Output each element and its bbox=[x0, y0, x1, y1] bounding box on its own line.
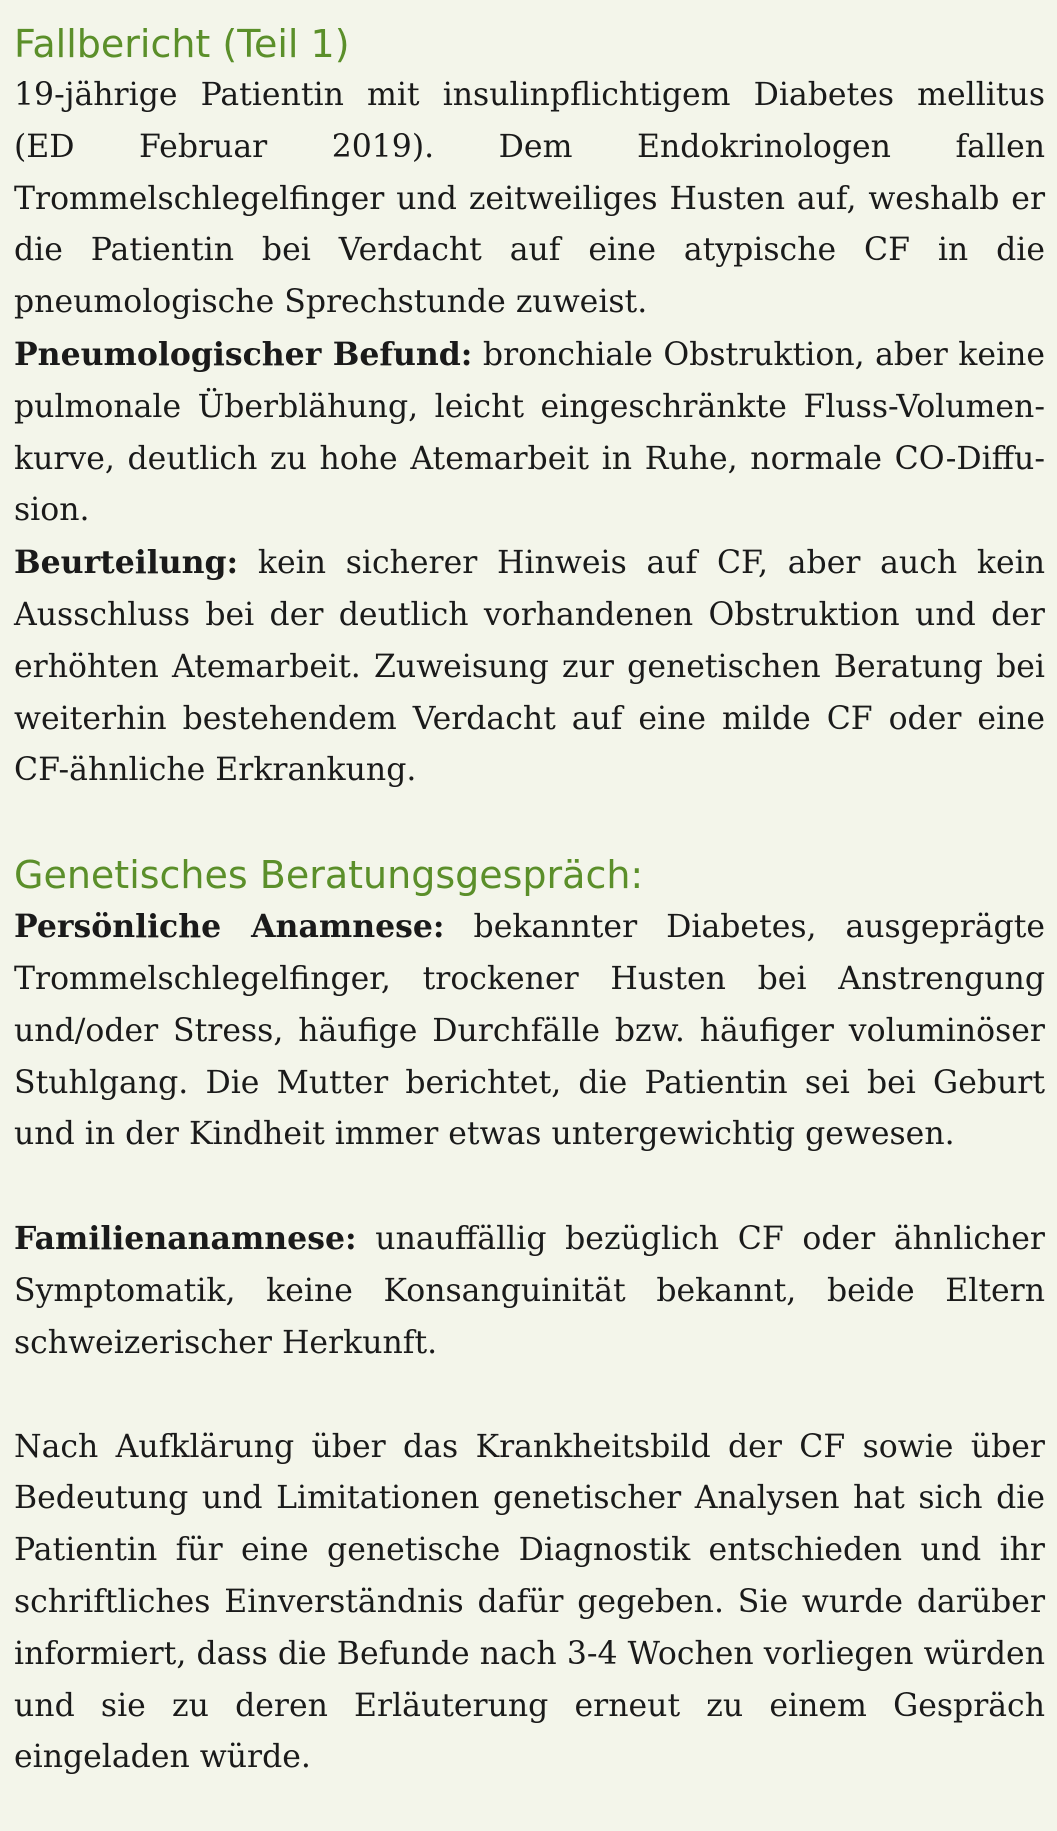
spacer bbox=[14, 1370, 1045, 1422]
intro-paragraph: 19-jährige Patientin mit insulinpflichtigem Diabetes mellitus (ED Februar 2019). Dem Endokrinologen fallen Trommelschlegelfinger und zeitweiliges Husten auf, weshalb er die Patientin bei Verdacht auf eine atypische CF in die pneumologische Sprechstunde zuweist. bbox=[14, 77, 1045, 321]
personal-history-paragraph bbox=[14, 901, 1045, 1161]
spacer bbox=[14, 797, 1045, 849]
pneumology-finding-label: Pneumologischer Befund: bbox=[14, 335, 473, 373]
personal-history-text: bekannter Diabetes, ausgeprägte Trommelschlegelfinger, trockener Husten bei Anstrengung und/oder Stress, häufige Durchfälle bzw. häufiger voluminöser Stuhlgang. Die Mutter berichtet, die Patientin sei bei Geburt und in der Kindheit immer etwas untergewichtig gewesen. bbox=[14, 909, 1045, 1153]
family-history-paragraph bbox=[14, 1213, 1045, 1369]
family-history-label: Familienanamnese: bbox=[14, 1220, 357, 1258]
pneumology-finding-paragraph bbox=[14, 329, 1045, 537]
section-title-genetic-counseling: Genetisches Beratungsgespräch: bbox=[14, 853, 644, 898]
personal-history-label: Persönliche Anamnese: bbox=[14, 908, 445, 946]
assessment-paragraph bbox=[14, 537, 1045, 797]
closing-paragraph: Nach Aufklärung über das Krankheitsbild der CF sowie über Bedeutung und Limitationen genetischer Analysen hat sich die Patientin für eine genetische Diagnostik entschieden und ihr schriftliches Einverständnis dafür gegeben. Sie wurde darüber informiert, dass die Befunde nach 3-4 Wochen vorliegen würden und sie zu deren Erläuterung erneut zu einem Gespräch eingeladen würde. bbox=[14, 1428, 1045, 1776]
assessment-label: Beurteilung: bbox=[14, 544, 239, 582]
section-title-case-report: Fallbericht (Teil 1) bbox=[14, 22, 350, 66]
pneumology-finding-text: bronchiale Obstruktion, aber keine pulmonale Überblähung, leicht eingeschränkte Fluss-Volumenkurve, deutlich zu hohe Atemarbeit in Ruhe, normale CO-Diffusion. bbox=[14, 336, 1045, 529]
family-history-text: unauffällig bezüglich CF oder ähnlicher Symptomatik, keine Konsanguinität bekannt, beide Eltern schweizerischer Herkunft. bbox=[14, 1221, 1045, 1361]
assessment-text: kein sicherer Hinweis auf CF, aber auch kein Ausschluss bei der deutlich vorhandenen Obstruktion und der erhöhten Atemarbeit. Zuweisung zur genetischen Beratung bei weiterhin bestehendem Verdacht auf eine milde CF oder eine CF-ähnliche Erkrankung. bbox=[14, 545, 1045, 789]
spacer bbox=[14, 1161, 1045, 1213]
